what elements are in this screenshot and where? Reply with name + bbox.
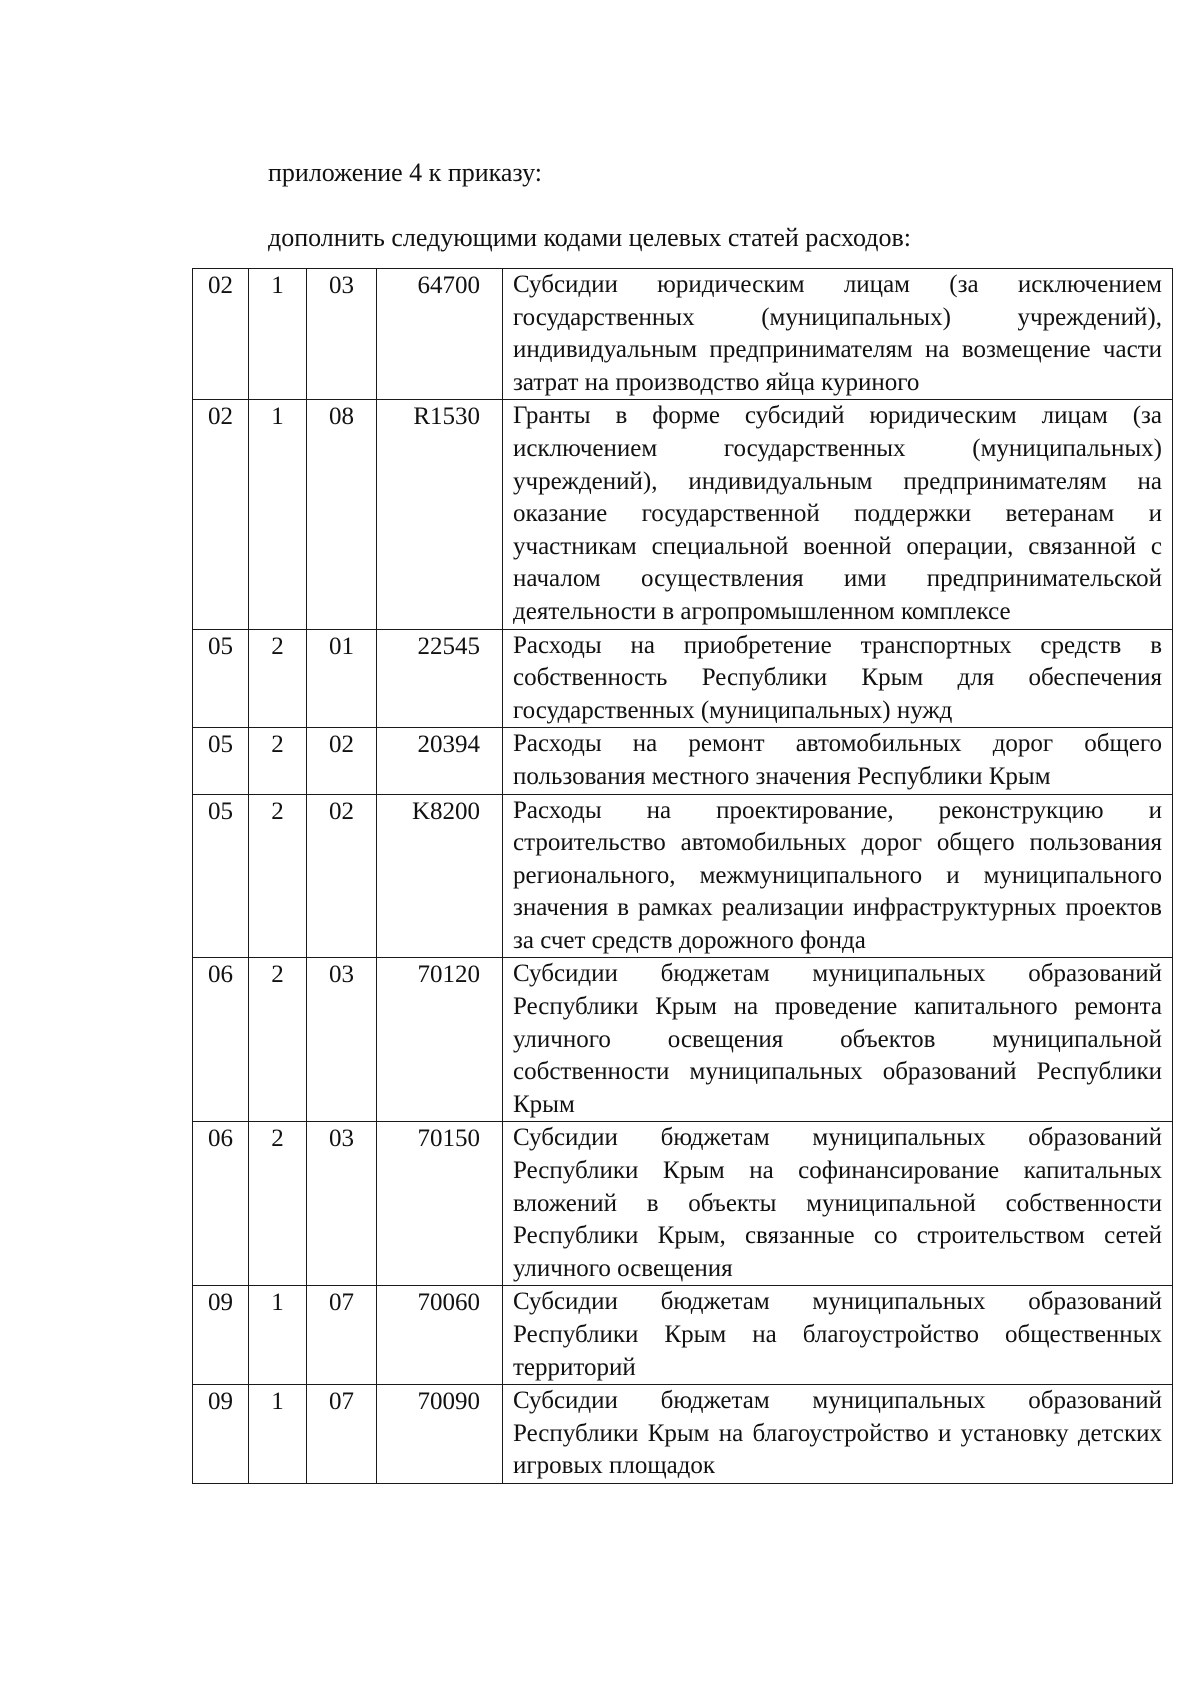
program-code-cell: 05 [193, 794, 249, 958]
table-row [193, 958, 1173, 1122]
expense-description-cell: Расходы на проектирование, реконструкцию и строительство автомобильных дорог общего пользования регионального, межмуниципального и муниципального значения в рамках реализации инфраструктурных проектов за счет средств дорожного фонда [503, 794, 1173, 958]
table-row [193, 794, 1173, 958]
expense-description-cell: Субсидии бюджетам муниципальных образований Республики Крым на софинансирование капитальных вложений в объекты муниципальной собственности Республики Крым, связанные со строительством сетей уличного освещения [503, 1122, 1173, 1286]
subprogram-type-cell: 2 [249, 728, 307, 794]
subprogram-type-cell: 2 [249, 794, 307, 958]
expense-description-cell: Субсидии юридическим лицам (за исключением государственных (муниципальных) учреждений), индивидуальным предпринимателям на возмещение части затрат на производство яйца куриного [503, 269, 1173, 400]
program-code-cell: 09 [193, 1286, 249, 1385]
main-event-code-cell: 03 [307, 958, 377, 1122]
table-row [193, 1122, 1173, 1286]
main-event-code-cell: 02 [307, 794, 377, 958]
table-row [193, 728, 1173, 794]
program-code-cell: 02 [193, 400, 249, 629]
expense-description-cell: Субсидии бюджетам муниципальных образований Республики Крым на проведение капитального ремонта уличного освещения объектов муниципальной собственности муниципальных образований Республики Крым [503, 958, 1173, 1122]
table-row [193, 629, 1173, 728]
expense-direction-code-cell: K8200 [377, 794, 503, 958]
expense-direction-code-cell: 70060 [377, 1286, 503, 1385]
target-expense-codes-table [192, 268, 1173, 1484]
subprogram-type-cell: 2 [249, 958, 307, 1122]
main-event-code-cell: 08 [307, 400, 377, 629]
expense-direction-code-cell: 20394 [377, 728, 503, 794]
subprogram-type-cell: 1 [249, 269, 307, 400]
program-code-cell: 06 [193, 1122, 249, 1286]
subprogram-type-cell: 2 [249, 1122, 307, 1286]
table-row [193, 1385, 1173, 1484]
expense-direction-code-cell: 22545 [377, 629, 503, 728]
subprogram-type-cell: 2 [249, 629, 307, 728]
expense-description-cell: Гранты в форме субсидий юридическим лицам (за исключением государственных (муниципальных) учреждений), индивидуальным предпринимателям на оказание государственной поддержки ветеранам и участникам специальной военной операции, связанной с началом осуществления ими предпринимательской деятельности в агропромышленном комплексе [503, 400, 1173, 629]
expense-description-cell: Субсидии бюджетам муниципальных образований Республики Крым на благоустройство общественных территорий [503, 1286, 1173, 1385]
program-code-cell: 02 [193, 269, 249, 400]
program-code-cell: 05 [193, 728, 249, 794]
intro-text: дополнить следующими кодами целевых статей расходов: [268, 223, 912, 252]
table-row [193, 400, 1173, 629]
program-code-cell: 09 [193, 1385, 249, 1484]
expense-direction-code-cell: 70150 [377, 1122, 503, 1286]
main-event-code-cell: 03 [307, 269, 377, 400]
expense-description-cell: Расходы на приобретение транспортных средств в собственность Республики Крым для обеспечения государственных (муниципальных) нужд [503, 629, 1173, 728]
main-event-code-cell: 01 [307, 629, 377, 728]
table-row [193, 269, 1173, 400]
program-code-cell: 05 [193, 629, 249, 728]
table-row [193, 1286, 1173, 1385]
main-event-code-cell: 07 [307, 1385, 377, 1484]
expense-description-cell: Субсидии бюджетам муниципальных образований Республики Крым на благоустройство и установку детских игровых площадок [503, 1385, 1173, 1484]
expense-direction-code-cell: 70120 [377, 958, 503, 1122]
main-event-code-cell: 07 [307, 1286, 377, 1385]
expense-direction-code-cell: 64700 [377, 269, 503, 400]
expense-description-cell: Расходы на ремонт автомобильных дорог общего пользования местного значения Республики Крым [503, 728, 1173, 794]
program-code-cell: 06 [193, 958, 249, 1122]
subprogram-type-cell: 1 [249, 400, 307, 629]
main-event-code-cell: 03 [307, 1122, 377, 1286]
subprogram-type-cell: 1 [249, 1286, 307, 1385]
appendix-reference: приложение 4 к приказу: [268, 158, 543, 187]
subprogram-type-cell: 1 [249, 1385, 307, 1484]
expense-direction-code-cell: R1530 [377, 400, 503, 629]
expense-direction-code-cell: 70090 [377, 1385, 503, 1484]
main-event-code-cell: 02 [307, 728, 377, 794]
